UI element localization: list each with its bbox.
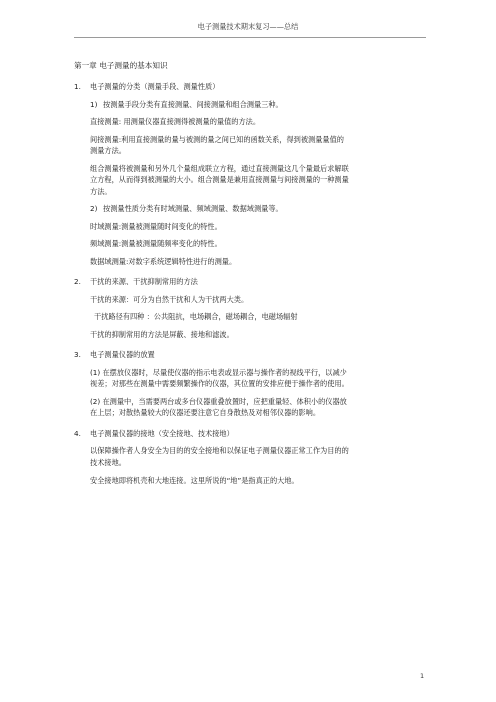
line: 视差；对那些在测量中需要频繁操作的仪器，其位置的安排应便于操作者的使用。 xyxy=(90,379,349,389)
paragraph xyxy=(90,445,426,468)
section-title: 干扰的来源、干扰抑制常用的方法 xyxy=(90,277,198,287)
section-number: 1. xyxy=(74,82,81,92)
line: 立方程，从而得到被测量的大小。组合测量是兼用直接测量与间接测量的一种测量 xyxy=(90,175,349,185)
paragraph: 干扰路径有四种 ：公共阻抗，电场耦合，磁场耦合，电磁场辐射 xyxy=(94,312,298,322)
section-3-heading xyxy=(74,349,426,361)
page-number: 1 xyxy=(420,672,425,680)
header-divider xyxy=(74,37,426,38)
line: 在上层；对散热量较大的仪器还要注意它自身散热及对相邻仪器的影响。 xyxy=(90,408,321,418)
line: 技术接地。 xyxy=(90,458,126,467)
paragraph: 安全接地即将机壳和大地连接。这里所说的“地”是指真正的大地。 xyxy=(90,475,299,485)
line: 以保障操作者人身安全为目的的安全接地和以保证电子测量仪器正常工作为目的的 xyxy=(90,446,349,456)
paragraph xyxy=(90,134,426,157)
paragraph xyxy=(90,163,426,198)
line: (1) 在摆放仪器时，尽量使仪器的指示电表或显示器与操作者的视线平行，以减少 xyxy=(90,367,347,377)
page-header: 电子测量技术期末复习——总结 xyxy=(197,22,299,31)
line: 组合测量将被测量和另外几个量组成联立方程，通过直接测量这几个量最后求解联 xyxy=(90,163,349,173)
paragraph xyxy=(90,396,426,419)
section-number: 3. xyxy=(74,350,81,360)
paragraph xyxy=(90,367,426,390)
section-4-heading xyxy=(74,428,426,440)
paragraph: 频域测量:测量被测量随频率变化的特性。 xyxy=(90,239,222,249)
section-title: 电子测量仪器的接地（安全接地、技术接地） xyxy=(90,428,234,438)
paragraph: 干扰的抑制常用的方法是屏蔽、接地和滤波。 xyxy=(90,329,234,339)
paragraph: 数据域测量:对数字系统逻辑特性进行的测量。 xyxy=(90,256,237,266)
paragraph: 干扰的来源：可分为自然干扰和人为干扰两大类。 xyxy=(90,294,249,304)
section-2-heading xyxy=(74,276,426,288)
document-body xyxy=(74,60,426,492)
paragraph: 直接测量: 用测量仪器直接测得被测量的量值的方法。 xyxy=(90,117,261,127)
section-number: 4. xyxy=(74,428,81,438)
line: 间接测量:利用直接测量的量与被测的量之间已知的函数关系，得到被测量量值的 xyxy=(90,134,344,144)
subsection-number: 1) xyxy=(90,99,98,109)
line: 测量方法。 xyxy=(90,146,126,156)
section-title: 电子测量仪器的放置 xyxy=(90,350,155,360)
subsection-2 xyxy=(90,203,426,215)
subsection-text: 按测量手段分类有直接测量、间接测量和组合测量三种。 xyxy=(103,99,283,109)
section-1-heading xyxy=(74,81,426,93)
subsection-text: 按测量性质分类有时域测量、频域测量、数据域测量等。 xyxy=(103,204,283,214)
paragraph: 时域测量:测量被测量随时间变化的特性。 xyxy=(90,221,222,231)
section-title: 电子测量的分类（测量手段、测量性质） xyxy=(90,82,220,92)
subsection-1 xyxy=(90,99,426,111)
section-number: 2. xyxy=(74,277,81,287)
chapter-title: 第一章 电子测量的基本知识 xyxy=(74,61,168,70)
subsection-number: 2) xyxy=(90,204,98,214)
line: (2) 在测量中，当需要两台或多台仪器重叠放置时，应把重量轻、体积小的仪器放 xyxy=(90,396,347,406)
line: 方法。 xyxy=(90,186,112,196)
